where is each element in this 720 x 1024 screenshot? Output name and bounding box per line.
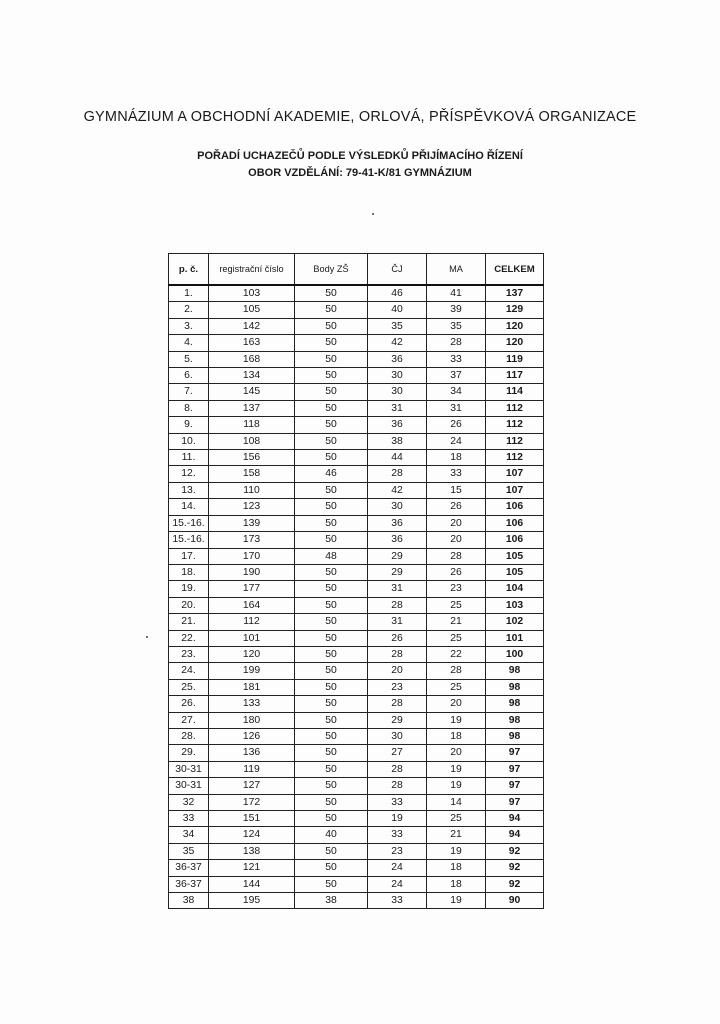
cell-math: 28	[427, 548, 486, 564]
cell-czech: 30	[368, 384, 427, 400]
cell-school-points: 50	[295, 696, 368, 712]
cell-math: 14	[427, 794, 486, 810]
cell-school-points: 50	[295, 515, 368, 531]
cell-total: 97	[486, 778, 544, 794]
cell-rank: 33	[169, 811, 209, 827]
cell-rank: 12.	[169, 466, 209, 482]
cell-registration: 108	[209, 433, 295, 449]
cell-math: 20	[427, 515, 486, 531]
cell-math: 26	[427, 499, 486, 515]
cell-math: 28	[427, 335, 486, 351]
table-header-row	[169, 254, 544, 286]
cell-czech: 23	[368, 843, 427, 859]
cell-rank: 24.	[169, 663, 209, 679]
cell-math: 20	[427, 745, 486, 761]
cell-total: 106	[486, 499, 544, 515]
cell-registration: 177	[209, 581, 295, 597]
cell-czech: 40	[368, 302, 427, 318]
cell-rank: 15.-16.	[169, 532, 209, 548]
cell-math: 25	[427, 597, 486, 613]
cell-total: 92	[486, 860, 544, 876]
cell-total: 100	[486, 646, 544, 662]
cell-czech: 31	[368, 581, 427, 597]
cell-total: 119	[486, 351, 544, 367]
table-row	[169, 630, 544, 646]
cell-math: 18	[427, 860, 486, 876]
cell-registration: 126	[209, 728, 295, 744]
table-row	[169, 696, 544, 712]
cell-rank: 30-31	[169, 761, 209, 777]
cell-school-points: 50	[295, 876, 368, 892]
cell-math: 18	[427, 728, 486, 744]
cell-total: 101	[486, 630, 544, 646]
cell-math: 25	[427, 679, 486, 695]
table-row	[169, 400, 544, 416]
cell-total: 98	[486, 712, 544, 728]
cell-registration: 195	[209, 893, 295, 909]
table-row	[169, 663, 544, 679]
cell-school-points: 50	[295, 351, 368, 367]
table-row	[169, 384, 544, 400]
cell-math: 24	[427, 433, 486, 449]
cell-registration: 156	[209, 450, 295, 466]
cell-registration: 103	[209, 285, 295, 302]
cell-school-points: 50	[295, 335, 368, 351]
table-row	[169, 450, 544, 466]
table-row	[169, 679, 544, 695]
cell-math: 21	[427, 614, 486, 630]
table-row	[169, 778, 544, 794]
cell-registration: 173	[209, 532, 295, 548]
cell-rank: 36-37	[169, 876, 209, 892]
cell-total: 103	[486, 597, 544, 613]
cell-total: 112	[486, 417, 544, 433]
table-row	[169, 745, 544, 761]
column-header-rank: p. č.	[169, 254, 209, 286]
cell-school-points: 46	[295, 466, 368, 482]
cell-math: 19	[427, 843, 486, 859]
cell-czech: 29	[368, 564, 427, 580]
table-row	[169, 433, 544, 449]
table-row	[169, 860, 544, 876]
cell-math: 23	[427, 581, 486, 597]
cell-rank: 20.	[169, 597, 209, 613]
cell-school-points: 50	[295, 450, 368, 466]
table-body	[169, 285, 544, 909]
cell-total: 94	[486, 827, 544, 843]
cell-czech: 42	[368, 335, 427, 351]
cell-registration: 163	[209, 335, 295, 351]
cell-school-points: 50	[295, 417, 368, 433]
cell-rank: 38	[169, 893, 209, 909]
cell-total: 112	[486, 400, 544, 416]
cell-total: 92	[486, 843, 544, 859]
column-header-czech: ČJ	[368, 254, 427, 286]
cell-czech: 20	[368, 663, 427, 679]
cell-math: 33	[427, 466, 486, 482]
cell-rank: 6.	[169, 368, 209, 384]
table-row	[169, 368, 544, 384]
cell-czech: 33	[368, 827, 427, 843]
table-row	[169, 827, 544, 843]
cell-total: 114	[486, 384, 544, 400]
cell-math: 25	[427, 811, 486, 827]
cell-school-points: 50	[295, 400, 368, 416]
cell-math: 20	[427, 532, 486, 548]
table-row	[169, 466, 544, 482]
cell-rank: 14.	[169, 499, 209, 515]
cell-registration: 181	[209, 679, 295, 695]
table-row	[169, 515, 544, 531]
field-of-study: OBOR VZDĚLÁNÍ: 79-41-K/81 GYMNÁZIUM	[248, 167, 472, 179]
cell-school-points: 50	[295, 499, 368, 515]
cell-school-points: 50	[295, 728, 368, 744]
cell-czech: 33	[368, 794, 427, 810]
table-row	[169, 646, 544, 662]
cell-math: 26	[427, 417, 486, 433]
cell-total: 98	[486, 663, 544, 679]
table-row	[169, 876, 544, 892]
cell-total: 112	[486, 450, 544, 466]
cell-rank: 13.	[169, 482, 209, 498]
cell-registration: 123	[209, 499, 295, 515]
cell-total: 97	[486, 745, 544, 761]
cell-school-points: 50	[295, 368, 368, 384]
cell-total: 107	[486, 466, 544, 482]
cell-registration: 164	[209, 597, 295, 613]
cell-total: 98	[486, 696, 544, 712]
cell-total: 97	[486, 761, 544, 777]
cell-math: 26	[427, 564, 486, 580]
cell-czech: 36	[368, 515, 427, 531]
table-row	[169, 581, 544, 597]
cell-total: 120	[486, 318, 544, 334]
cell-math: 37	[427, 368, 486, 384]
cell-math: 20	[427, 696, 486, 712]
scan-speck	[146, 636, 148, 638]
cell-czech: 30	[368, 728, 427, 744]
cell-registration: 120	[209, 646, 295, 662]
cell-registration: 145	[209, 384, 295, 400]
cell-school-points: 50	[295, 646, 368, 662]
cell-math: 33	[427, 351, 486, 367]
cell-czech: 26	[368, 630, 427, 646]
cell-total: 92	[486, 876, 544, 892]
cell-czech: 30	[368, 499, 427, 515]
cell-school-points: 50	[295, 745, 368, 761]
table-row	[169, 532, 544, 548]
table-row	[169, 843, 544, 859]
cell-registration: 133	[209, 696, 295, 712]
cell-rank: 7.	[169, 384, 209, 400]
cell-school-points: 50	[295, 384, 368, 400]
cell-registration: 127	[209, 778, 295, 794]
cell-czech: 29	[368, 548, 427, 564]
cell-registration: 180	[209, 712, 295, 728]
table-row	[169, 417, 544, 433]
table-row	[169, 761, 544, 777]
cell-rank: 36-37	[169, 860, 209, 876]
cell-rank: 18.	[169, 564, 209, 580]
cell-rank: 29.	[169, 745, 209, 761]
cell-total: 112	[486, 433, 544, 449]
cell-school-points: 50	[295, 663, 368, 679]
cell-registration: 144	[209, 876, 295, 892]
cell-czech: 23	[368, 679, 427, 695]
cell-math: 18	[427, 876, 486, 892]
cell-rank: 27.	[169, 712, 209, 728]
table-row	[169, 302, 544, 318]
table-row	[169, 335, 544, 351]
cell-registration: 119	[209, 761, 295, 777]
cell-registration: 190	[209, 564, 295, 580]
table-row	[169, 482, 544, 498]
cell-rank: 32	[169, 794, 209, 810]
cell-rank: 2.	[169, 302, 209, 318]
cell-registration: 118	[209, 417, 295, 433]
cell-czech: 28	[368, 761, 427, 777]
cell-rank: 30-31	[169, 778, 209, 794]
cell-school-points: 50	[295, 302, 368, 318]
cell-rank: 21.	[169, 614, 209, 630]
cell-registration: 139	[209, 515, 295, 531]
cell-registration: 138	[209, 843, 295, 859]
cell-school-points: 50	[295, 597, 368, 613]
table-row	[169, 285, 544, 302]
cell-total: 105	[486, 548, 544, 564]
cell-total: 98	[486, 679, 544, 695]
cell-registration: 170	[209, 548, 295, 564]
cell-school-points: 50	[295, 794, 368, 810]
cell-math: 15	[427, 482, 486, 498]
cell-rank: 19.	[169, 581, 209, 597]
column-header-registration: registrační číslo	[209, 254, 295, 286]
cell-registration: 142	[209, 318, 295, 334]
column-header-school-points: Body ZŠ	[295, 254, 368, 286]
cell-total: 117	[486, 368, 544, 384]
cell-registration: 172	[209, 794, 295, 810]
cell-registration: 101	[209, 630, 295, 646]
cell-rank: 11.	[169, 450, 209, 466]
results-table	[168, 253, 544, 909]
cell-czech: 19	[368, 811, 427, 827]
cell-school-points: 50	[295, 811, 368, 827]
cell-rank: 35	[169, 843, 209, 859]
cell-rank: 28.	[169, 728, 209, 744]
cell-registration: 112	[209, 614, 295, 630]
cell-registration: 134	[209, 368, 295, 384]
cell-rank: 4.	[169, 335, 209, 351]
cell-school-points: 40	[295, 827, 368, 843]
document-title: POŘADÍ UCHAZEČŮ PODLE VÝSLEDKŮ PŘIJÍMACÍHO ŘÍZENÍ	[197, 150, 523, 162]
cell-school-points: 50	[295, 581, 368, 597]
cell-math: 31	[427, 400, 486, 416]
table-row	[169, 893, 544, 909]
table-row	[169, 564, 544, 580]
cell-school-points: 50	[295, 532, 368, 548]
cell-math: 34	[427, 384, 486, 400]
table-row	[169, 499, 544, 515]
cell-rank: 34	[169, 827, 209, 843]
cell-czech: 27	[368, 745, 427, 761]
cell-total: 94	[486, 811, 544, 827]
cell-rank: 3.	[169, 318, 209, 334]
cell-school-points: 50	[295, 564, 368, 580]
cell-math: 21	[427, 827, 486, 843]
cell-czech: 33	[368, 893, 427, 909]
cell-math: 39	[427, 302, 486, 318]
cell-math: 22	[427, 646, 486, 662]
cell-rank: 22.	[169, 630, 209, 646]
cell-czech: 46	[368, 285, 427, 302]
cell-registration: 158	[209, 466, 295, 482]
cell-czech: 31	[368, 400, 427, 416]
cell-math: 35	[427, 318, 486, 334]
cell-math: 28	[427, 663, 486, 679]
cell-registration: 124	[209, 827, 295, 843]
cell-registration: 151	[209, 811, 295, 827]
cell-total: 97	[486, 794, 544, 810]
cell-registration: 121	[209, 860, 295, 876]
table-row	[169, 728, 544, 744]
cell-school-points: 50	[295, 843, 368, 859]
cell-math: 25	[427, 630, 486, 646]
table-row	[169, 712, 544, 728]
cell-czech: 36	[368, 417, 427, 433]
table-row	[169, 548, 544, 564]
cell-total: 120	[486, 335, 544, 351]
cell-math: 41	[427, 285, 486, 302]
cell-registration: 137	[209, 400, 295, 416]
cell-rank: 10.	[169, 433, 209, 449]
cell-school-points: 50	[295, 318, 368, 334]
cell-czech: 36	[368, 532, 427, 548]
cell-czech: 24	[368, 860, 427, 876]
cell-school-points: 50	[295, 712, 368, 728]
cell-czech: 29	[368, 712, 427, 728]
cell-total: 105	[486, 564, 544, 580]
cell-rank: 23.	[169, 646, 209, 662]
cell-school-points: 48	[295, 548, 368, 564]
cell-school-points: 50	[295, 761, 368, 777]
organization-title: GYMNÁZIUM A OBCHODNÍ AKADEMIE, ORLOVÁ, PŘÍSPĚVKOVÁ ORGANIZACE	[83, 109, 637, 125]
cell-czech: 42	[368, 482, 427, 498]
cell-czech: 28	[368, 466, 427, 482]
table-row	[169, 811, 544, 827]
cell-total: 98	[486, 728, 544, 744]
cell-total: 107	[486, 482, 544, 498]
cell-czech: 28	[368, 696, 427, 712]
table-row	[169, 597, 544, 613]
table-row	[169, 318, 544, 334]
cell-total: 106	[486, 532, 544, 548]
table-row	[169, 794, 544, 810]
cell-math: 19	[427, 712, 486, 728]
cell-czech: 35	[368, 318, 427, 334]
cell-math: 19	[427, 761, 486, 777]
cell-czech: 24	[368, 876, 427, 892]
cell-total: 104	[486, 581, 544, 597]
cell-total: 102	[486, 614, 544, 630]
column-header-total: CELKEM	[486, 254, 544, 286]
column-header-math: MA	[427, 254, 486, 286]
cell-school-points: 50	[295, 630, 368, 646]
cell-registration: 199	[209, 663, 295, 679]
cell-czech: 44	[368, 450, 427, 466]
table-row	[169, 351, 544, 367]
cell-czech: 28	[368, 778, 427, 794]
cell-czech: 30	[368, 368, 427, 384]
cell-czech: 36	[368, 351, 427, 367]
cell-school-points: 50	[295, 614, 368, 630]
cell-math: 19	[427, 778, 486, 794]
cell-total: 106	[486, 515, 544, 531]
cell-school-points: 50	[295, 679, 368, 695]
cell-registration: 110	[209, 482, 295, 498]
cell-czech: 28	[368, 597, 427, 613]
cell-math: 19	[427, 893, 486, 909]
cell-rank: 9.	[169, 417, 209, 433]
cell-rank: 5.	[169, 351, 209, 367]
cell-rank: 8.	[169, 400, 209, 416]
cell-school-points: 50	[295, 285, 368, 302]
cell-total: 129	[486, 302, 544, 318]
cell-rank: 25.	[169, 679, 209, 695]
cell-registration: 168	[209, 351, 295, 367]
cell-rank: 17.	[169, 548, 209, 564]
cell-czech: 38	[368, 433, 427, 449]
cell-total: 137	[486, 285, 544, 302]
cell-czech: 28	[368, 646, 427, 662]
scan-speck	[372, 213, 374, 215]
cell-czech: 31	[368, 614, 427, 630]
cell-school-points: 50	[295, 482, 368, 498]
cell-registration: 136	[209, 745, 295, 761]
cell-registration: 105	[209, 302, 295, 318]
cell-rank: 26.	[169, 696, 209, 712]
cell-rank: 15.-16.	[169, 515, 209, 531]
cell-school-points: 38	[295, 893, 368, 909]
cell-school-points: 50	[295, 433, 368, 449]
cell-school-points: 50	[295, 778, 368, 794]
cell-total: 90	[486, 893, 544, 909]
table-row	[169, 614, 544, 630]
cell-math: 18	[427, 450, 486, 466]
cell-school-points: 50	[295, 860, 368, 876]
cell-rank: 1.	[169, 285, 209, 302]
